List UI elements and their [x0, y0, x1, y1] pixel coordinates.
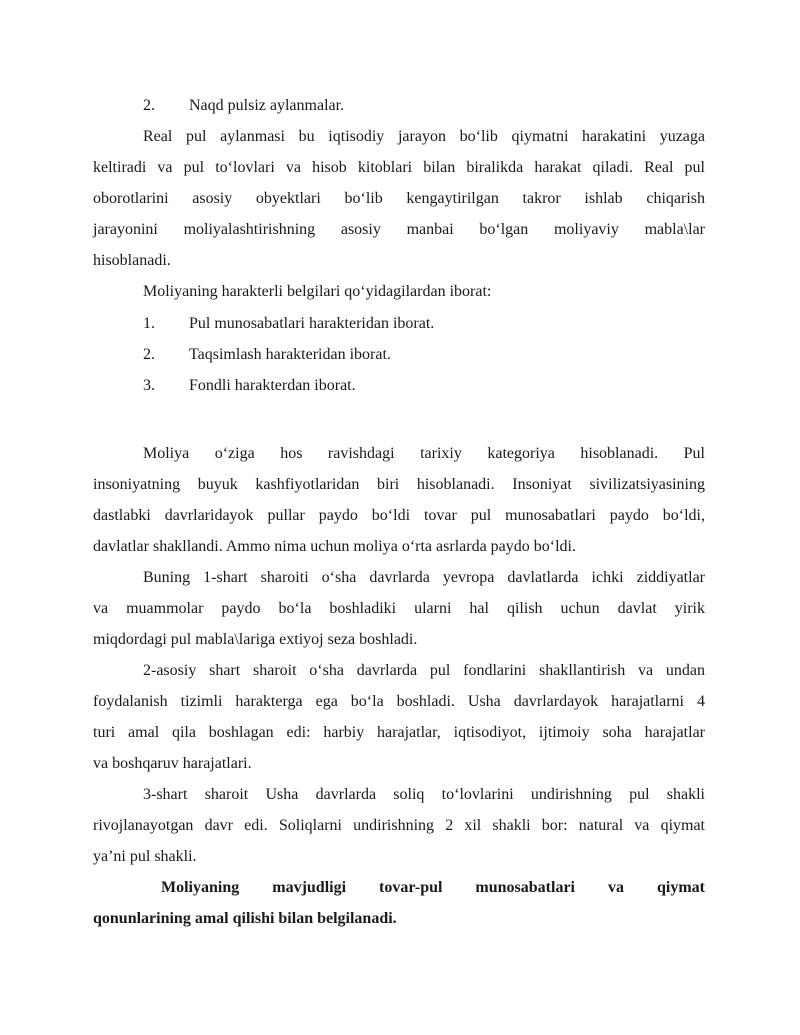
list-item-text: Pul munosabatlari harakteridan iborat. — [189, 315, 435, 332]
paragraph-4-line-2: foydalanish tizimli harakterga ega bo‘la boshladi. Usha davrlardayok harajatlarni 4 — [93, 693, 705, 710]
list-item-text: Taqsimlash harakteridan iborat. — [189, 346, 391, 363]
list-number: 2. — [143, 97, 155, 114]
paragraph-4-line-3: turi amal qila boshlagan edi: harbiy harajatlar, iqtisodiyot, ijtimoiy soha harajatlar — [93, 724, 705, 741]
list-item-text: Fondli harakterdan iborat. — [189, 377, 356, 394]
paragraph-2-line-1: Moliya o‘ziga hos ravishdagi tarixiy kategoriya hisoblanadi. Pul — [143, 445, 705, 462]
paragraph-1-line-2: keltiradi va pul to‘lovlari va hisob kitoblari bilan biralikda harakat qiladi. Real pul — [93, 159, 705, 176]
paragraph-5-line-3: ya’ni pul shakli. — [93, 848, 197, 865]
list-number: 3. — [143, 377, 155, 394]
paragraph-4-line-1: 2-asosiy shart sharoit o‘sha davrlarda pul fondlarini shakllantirish va undan — [143, 662, 705, 679]
paragraph-3-line-3: miqdordagi pul mabla\lariga extiyoj seza boshladi. — [93, 631, 418, 648]
paragraph-5-line-1: 3-shart sharoit Usha davrlarda soliq to‘lovlarini undirishning pul shakli — [143, 786, 705, 803]
paragraph-5-line-2: rivojlanayotgan davr edi. Soliqlarni undirishning 2 xil shakli bor: natural va qiymat — [93, 817, 705, 834]
paragraph-2-line-3: dastlabki davrlaridayok pullar paydo bo‘ldi tovar pul munosabatlari paydo bo‘ldi, — [93, 507, 705, 524]
paragraph-1-line-3: oborotlarini asosiy obyektlari bo‘lib kengaytirilgan takror ishlab chiqarish — [93, 190, 705, 207]
conclusion-line-2: qonunlarining amal qilishi bilan belgilanadi. — [93, 910, 397, 927]
paragraph-1-line-4: jarayonini moliyalashtirishning asosiy manbai bo‘lgan moliyaviy mabla\lar — [93, 221, 705, 238]
list-intro: Moliyaning harakterli belgilari qo‘yidagilardan iborat: — [143, 283, 492, 300]
paragraph-1-line-1: Real pul aylanmasi bu iqtisodiy jarayon bo‘lib qiymatni harakatini yuzaga — [143, 128, 705, 145]
list-item-text: Naqd pulsiz aylanmalar. — [189, 97, 345, 114]
paragraph-2-line-4: davlatlar shakllandi. Ammo nima uchun moliya o‘rta asrlarda paydo bo‘ldi. — [93, 538, 576, 555]
paragraph-4-line-4: va boshqaruv harajatlari. — [93, 755, 252, 772]
list-number: 1. — [143, 315, 155, 332]
paragraph-3-line-1: Buning 1-shart sharoiti o‘sha davrlarda yevropa davlatlarda ichki ziddiyatlar — [143, 569, 705, 586]
paragraph-1-line-5: hisoblanadi. — [93, 252, 171, 269]
conclusion-line-1: Moliyaning mavjudligi tovar-pul munosabatlari va qiymat — [161, 879, 705, 896]
paragraph-2-line-2: insoniyatning buyuk kashfiyotlaridan biri hisoblanadi. Insoniyat sivilizatsiyasining — [93, 476, 705, 493]
paragraph-3-line-2: va muammolar paydo bo‘la boshladiki ularni hal qilish uchun davlat yirik — [93, 600, 705, 617]
list-number: 2. — [143, 346, 155, 363]
